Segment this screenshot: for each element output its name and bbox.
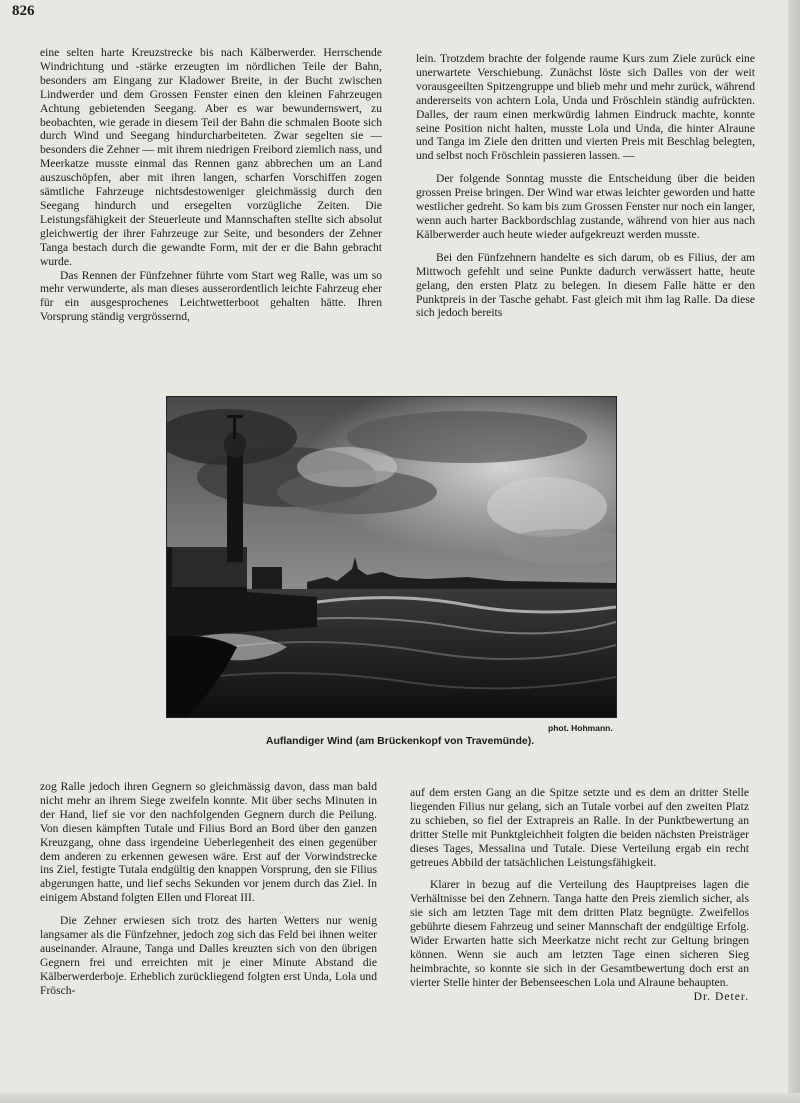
page-number: 826 [12, 3, 35, 19]
page-bottom-edge [0, 1093, 800, 1103]
paragraph: auf dem ersten Gang an die Spitze setzte und es dem an dritter Stelle liegenden Filius nur gelang, sich an Tutale vorbei auf den zweiten Platz zu schieben, so fiel der Extrapreis an Ralle. In der Punktbewertung an dritter Stelle mit Punktgleichheit folgten die beiden nächsten Preisträger dieses Tages, Messalina und Tutale. Diese Verteilung ergab ein recht getreues Abbild der tatsächlichen Leistungsfähigkeit. [410, 786, 749, 869]
column-top-left [40, 46, 382, 324]
column-top-right [416, 52, 755, 320]
column-bottom-left [40, 780, 377, 998]
paragraph: lein. Trotzdem brachte der folgende raume Kurs zum Ziele zurück eine unerwartete Verschiebung. Zunächst löste sich Dalles von der weit vorausgeeilten Spitzengruppe und blieb mehr und mehr zurück, während andererseits von achtern Lola, Unda und Fröschlein ständig aufrückten. Dalles, der raum einen merkwürdig lahmen Eindruck machte, konnte seine Position nicht halten, musste Lola und Unda, die hinter Alraune und Tanga im Ziele den dritten und vierten Preis mit Beschlag belegten, und selbst noch Fröschlein passieren lassen. — [416, 52, 755, 163]
paragraph: Klarer in bezug auf die Verteilung des Hauptpreises lagen die Verhältnisse bei den Zehnern. Tanga hatte den Preis ziemlich sicher, als sie sich am letzten Tage mit dem dritten Platz begnügte. Zweifellos gebührte diesem Fahrzeug und seiner Mannschaft der endgültige Erfolg. Wider Erwarten hatte sich Meerkatze nicht recht zur Geltung bringen können. Wenn sie auch am letzten Tage einen sicheren Sieg heimbrachte, so konnte sie sich in der Gesamtbewertung doch erst an vierter Stelle hinter der Bebenseeschen Lola und Alraune behaupten. [410, 878, 749, 989]
paragraph: Bei den Fünfzehnern handelte es sich darum, ob es Filius, der am Mittwoch gefehlt und seine Punkte dadurch verwässert hatte, heute gelang, den ersten Platz zu belegen. In diesem Falle hätte er den Punktpreis in der Tasche gehabt. Fast gleich mit ihm lag Ralle. Da diese sich jedoch bereits [416, 250, 755, 320]
paragraph: Die Zehner erwiesen sich trotz des harten Wetters nur wenig langsamer als die Fünfzehner, jedoch zog sich das Feld bei ihnen weiter auseinander. Alraune, Tanga und Dalles kreuzten sich von den übrigen Gegnern frei und erreichten mit je einer Minute Abstand die Kälberwerderboje. Erheblich zurückliegend folgten erst Unda, Lola und Frösch- [40, 914, 377, 997]
column-bottom-right [410, 786, 749, 1004]
photo-caption: Auflandiger Wind (am Brückenkopf von Travemünde). [265, 735, 535, 747]
paragraph: zog Ralle jedoch ihren Gegnern so gleichmässig davon, dass man bald nicht mehr an ihrem Siege zweifeln konnte. Mit über sechs Minuten in der Hand, lief sie vor den nachfolgenden Gegnern durch die Peilung. Von diesen kämpften Tutale und Filius Bord an Bord über den ganzen Kreuzgang, ohne dass irgendeine Ueberlegenheit des einen gegenüber dem anderen zu erkennen gewesen wäre. Erst auf der Vorwindstrecke ins Ziel, festigte Tutala endgültig den knappen Vorsprung, den sie Filius abgerungen hatte, und lief sechs Sekunden vor jenem durch das Ziel. In einigem Abstand folgten Ellen und Floreat III. [40, 780, 377, 905]
photo-credit: phot. Hohmann. [548, 723, 613, 733]
photo-illustration [167, 397, 616, 717]
author-signature: Dr. Deter. [693, 989, 749, 1003]
paragraph: eine selten harte Kreuzstrecke bis nach Kälberwerder. Herrschende Windrichtung und -stärke erzeugten im nördlichen Teile der Bahn, besonders am Eingang zur Kladower Breite, in der Bucht zwischen Lindwerder und dem Grossen Fenster einen den kleinen Fahrzeugen Achtung gebietenden Seegang. Aber es war bewundernswert, zu beobachten, wie gerade in diesem Teil der Bahn die schmalen Boote sich durch Wind und Seegang hindurcharbeiteten. Zwar segelten sie — besonders die Zehner — mit ihrem niedrigen Freibord ziemlich nass, und Meerkatze musste einmal das Rennen ganz abbrechen um an Land auszuschöpfen, aber mit ihren langen, scharfen Vorschiffen zogen sämtliche Fahrzeuge nichtsdestoweniger gleichmässig durch den Seegang hindurch und ersegelten vorzügliche Zeiten. Die Leistungsfähigkeit der Steuerleute und Mannschaften stellte sich absolut gleichwertig der ihrer Fahrzeuge zur Seite, und besonders der Zehner Tanga bestach durch die gewandte Form, mit der er die Bahn gebracht wurde. [40, 46, 382, 268]
paragraph: Das Rennen der Fünfzehner führte vom Start weg Ralle, was um so mehr verwunderte, als man dieses ausserordentlich leichte Fahrzeug eher für ein ausgesprochenes Leichtwetterboot gehalten hätte. Ihren Vorsprung ständig vergrössernd, [40, 268, 382, 324]
paragraph: Der folgende Sonntag musste die Entscheidung über die beiden grossen Preise bringen. Der Wind war etwas leichter geworden und hatte westlicher gedreht. So kam bis zum Grossen Fenster nur noch ein langer, wenn auch harter Backbordschlag zustande, während von hier aus nach Kälberwerder auch heute wieder aufgekreuzt werden musste. [416, 172, 755, 241]
photograph-lighthouse [166, 396, 617, 718]
page-right-edge [788, 0, 800, 1103]
